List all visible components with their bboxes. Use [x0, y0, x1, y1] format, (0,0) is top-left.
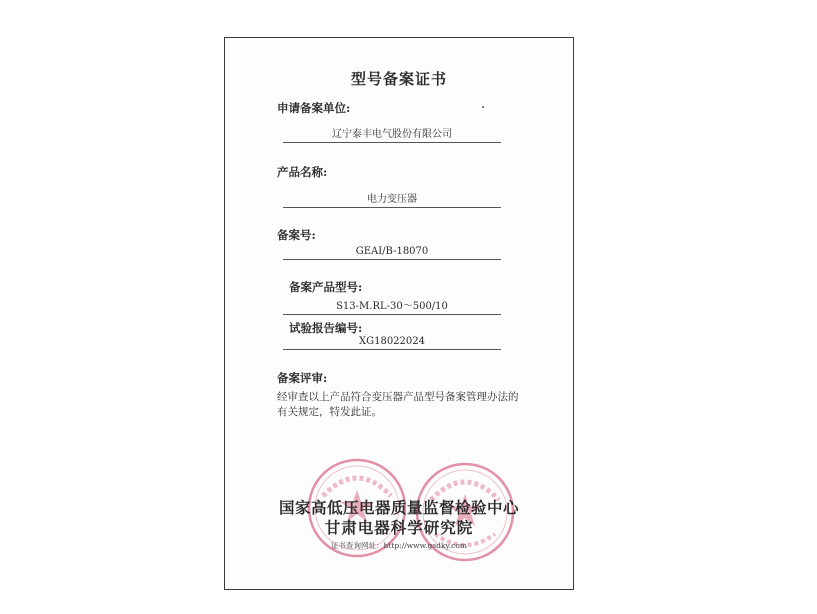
- product-name-label: 产品名称:: [277, 165, 328, 179]
- applicant-value: 辽宁泰丰电气股份有限公司: [283, 128, 501, 143]
- review-label: 备案评审:: [277, 371, 328, 385]
- issuing-organization-line1: 国家高低压电器质量监督检验中心: [278, 498, 519, 517]
- applicant-label: 申请备案单位:: [277, 101, 351, 115]
- report-no-value: XG18022024: [283, 335, 501, 350]
- record-no-value: GEAI/B-18070: [283, 245, 501, 260]
- certificate-document: [224, 37, 574, 590]
- certificate-title: 型号备案证书: [350, 70, 447, 88]
- issuing-organization-line2: 甘肃电器科学研究院: [324, 518, 474, 537]
- record-no-label: 备案号:: [277, 228, 316, 242]
- product-name-value: 电力变压器: [283, 193, 501, 208]
- model-label: 备案产品型号:: [289, 280, 363, 294]
- report-no-label: 试验报告编号:: [289, 321, 363, 335]
- review-text: 经审查以上产品符合变压器产品型号备案管理办法的有关规定，特发此证。: [277, 391, 519, 418]
- verification-website: 证书查询网址：http://www.gsdky.com: [331, 541, 467, 550]
- model-value: S13-M.RL-30～500/10: [283, 300, 501, 315]
- speck: [482, 106, 484, 108]
